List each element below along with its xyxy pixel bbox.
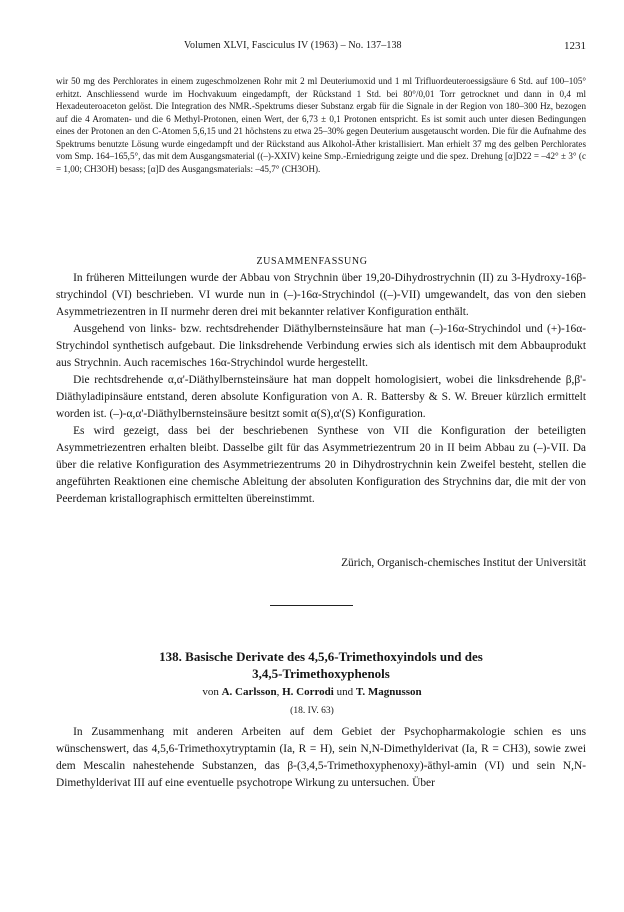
author-1: A. Carlsson [221, 686, 277, 698]
summary-paragraph-3: Die rechtsdrehende α,α'-Diäthylbernsteinsäure hat man doppelt homologisiert, wobei die linksdrehende β,β'-Diäthyladipinsäure entstand, deren absolute Konfiguration von A. R. Battersby & S. W. Breuer kürzlich ermittelt worden ist. (–)-α,α'-Diäthylbernsteinsäure besitzt somit α(S),α'(S) Konfiguration. [56, 374, 586, 420]
running-title: Volumen XLVI, Fasciculus IV (1963) – No. 137–138 [184, 40, 402, 51]
zusammenfassung-heading: ZUSAMMENFASSUNG [256, 256, 368, 267]
article-intro [56, 724, 586, 792]
intro-paragraph: In Zusammenhang mit anderen Arbeiten auf dem Gebiet der Psychopharmakologie schien es uns wünschenswert, das 4,5,6-Trimethoxytryptamin (Ia, R = H), sein N,N-Dimethylderivat (Ia, R = CH3), sowie zwei dem Mescalin nahestehende Substanzen, das β-(3,4,5-Trimethoxyphenoxy)-äthyl-amin (VI) und sein N,N-Dimethylderivat III auf eine eventuelle psychotrope Wirkung zu untersuchen. Über [56, 726, 586, 789]
institution-line: Zürich, Organisch-chemisches Institut der Universität [341, 557, 586, 569]
section-divider [270, 605, 353, 606]
page-number: 1231 [564, 40, 586, 52]
author-3: T. Magnusson [355, 686, 422, 698]
author-2: H. Corrodi [282, 686, 334, 698]
article-title-line-1: 138. Basische Derivate des 4,5,6-Trimethoxyindols und des [159, 649, 483, 664]
authors-prefix: von [202, 686, 219, 698]
summary-paragraph-4: Es wird gezeigt, dass bei der beschriebenen Synthese von VII die Konfiguration der beteiligten Asymmetriezentren erhalten bleibt. Dasselbe gilt für das Asymmetriezentrum 20 in II beim Abbau zu (–)-VII. Da über die relative Konfiguration des Asymmetriezentrums 20 in Dihydrostrychnin kein Zweifel besteht, stellen die angeführten Reaktionen eine chemische Ableitung der absoluten Konfiguration des Strychnins dar, die mit der von Peerdeman kristallographisch ermittelten übereinstimmt. [56, 425, 586, 505]
summary-paragraph-1: In früheren Mitteilungen wurde der Abbau von Strychnin über 19,20-Dihydrostrychnin (II) zu 3-Hydroxy-16β-strychindol (VI) beschrieben. VI wurde nun in (–)-16α-Strychindol ((–)-VII) umgewandelt, das von den sieben Asymmetriezentren in II nurmehr deren drei mit bekannter relativer Konfiguration enthält. [56, 272, 586, 318]
running-header [56, 40, 586, 56]
article-title-line-2: 3,4,5-Trimethoxyphenols [252, 666, 390, 681]
zusammenfassung-body [56, 270, 586, 508]
experimental-paragraph: wir 50 mg des Perchlorates in einem zugeschmolzenen Rohr mit 2 ml Deuteriumoxid und 1 ml Trifluordeuteroessigsäure 6 Std. auf 100–105° erhitzt. Anschliessend wurde im Hochvakuum eingedampft, der Rückstand 1 Std. bei 80°/0,01 Torr getrocknet und dann in 0,4 ml Hexadeuteroaceton gelöst. Die Integration des NMR.-Spektrums dieser Substanz ergab für die Signale in der Region von 180–300 Hz, bezogen auf die 4 Aromaten- und die 6 Methyl-Protonen, einen Wert, der 6,73 ± 0,1 Protonen entspricht. Es ist somit auch unter diesen Bedingungen eines der Protonen an den C-Atomen 5,6,15 und 21 höchstens zu etwa 25–30% gegen Deuterium ausgetauscht worden. Die für die Aufnahme des Spektrums benutzte Lösung wurde eingedampft und der Rückstand aus Alkohol-Äther kristallisiert. Man erhielt 37 mg des gelben Perchlorates vom Smp. 164–165,5°, das mit dem Ausgangsmaterial ((–)-XXIV) keine Smp.-Erniedrigung zeigte und die spez. Drehung [α]D22 = –42° ± 3° (c = 1,00; CH3OH) besass; [α]D des Ausgangsmaterials: –45,7° (CH3OH). [56, 76, 586, 174]
article-title [56, 648, 586, 682]
author-line: von A. Carlsson, H. Corrodi und T. Magnusson [202, 686, 422, 698]
received-date: (18. IV. 63) [290, 706, 334, 716]
summary-paragraph-2: Ausgehend von links- bzw. rechtsdrehender Diäthylbernsteinsäure hat man (–)-16α-Strychindol und (+)-16α-Strychindol synthetisch aufgebaut. Die linksdrehende Verbindung erwies sich als identisch mit dem Abbauprodukt aus Strychnin. Auch racemisches 16α-Strychindol wurde hergestellt. [56, 323, 586, 369]
authors-and: und [336, 686, 354, 698]
